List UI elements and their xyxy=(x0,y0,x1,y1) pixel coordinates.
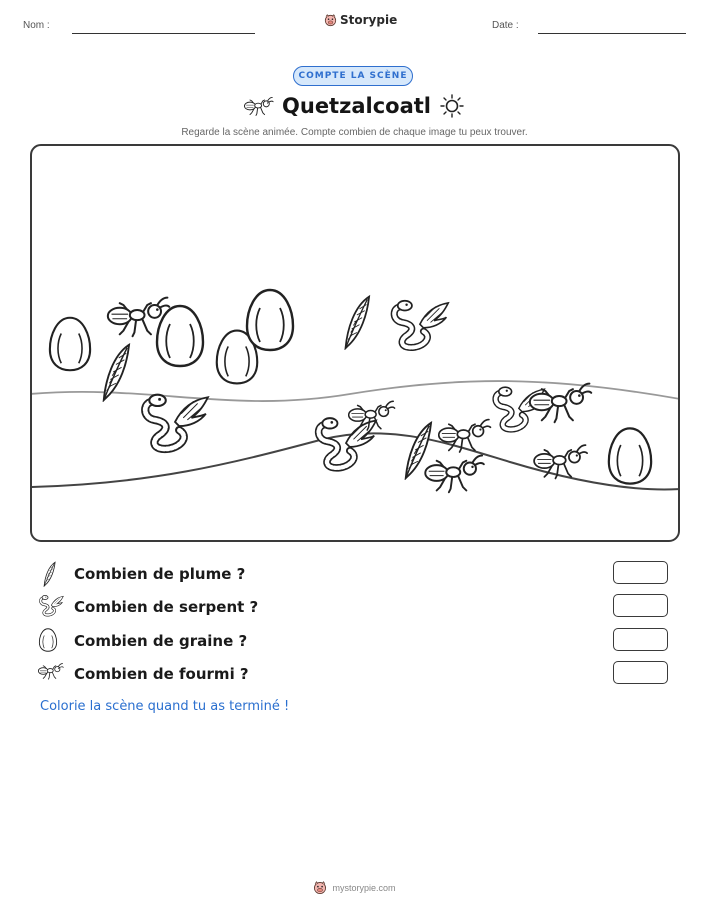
question-ant xyxy=(38,661,678,687)
ant-drawing xyxy=(534,445,587,478)
sun-icon xyxy=(439,93,465,119)
serpent-icon xyxy=(38,594,64,618)
page-title: Quetzalcoatl xyxy=(282,94,431,118)
counting-scene[interactable] xyxy=(30,144,680,542)
name-field[interactable] xyxy=(72,33,255,34)
serpent-drawing xyxy=(394,301,448,348)
question-text: Combien de graine ? xyxy=(74,632,248,650)
feather-icon xyxy=(38,561,60,587)
ant-icon xyxy=(244,95,274,117)
title-row xyxy=(0,93,709,119)
ant-drawing xyxy=(530,384,591,423)
answer-box[interactable] xyxy=(613,661,668,684)
serpent-drawing xyxy=(145,395,208,449)
serpent-drawing xyxy=(319,418,377,468)
seed-drawing xyxy=(609,428,651,483)
coloring-instruction: Colorie la scène quand tu as terminé ! xyxy=(40,699,290,714)
seed-drawing xyxy=(247,290,293,350)
footer-url[interactable]: mystorypie.com xyxy=(332,883,396,893)
ant-drawing xyxy=(439,420,491,452)
question-text: Combien de serpent ? xyxy=(74,598,259,616)
question-text: Combien de fourmi ? xyxy=(74,665,249,683)
pig-logo-icon xyxy=(324,14,337,27)
question-feather xyxy=(38,561,678,587)
seed-icon xyxy=(38,628,58,652)
brand-name: Storypie xyxy=(340,13,398,27)
pig-logo-icon xyxy=(313,881,327,895)
seed-drawing xyxy=(50,318,90,371)
activity-badge: COMPTE LA SCÈNE xyxy=(293,66,413,86)
instructions: Regarde la scène animée. Compte combien de chaque image tu peux trouver. xyxy=(181,127,528,138)
ant-drawing xyxy=(425,456,484,493)
footer xyxy=(0,881,709,895)
question-seed xyxy=(38,628,678,654)
name-label: Nom : xyxy=(23,20,50,31)
ant-icon xyxy=(38,661,64,681)
brand-logo xyxy=(324,13,397,27)
date-label: Date : xyxy=(492,20,519,31)
answer-box[interactable] xyxy=(613,628,668,651)
answer-box[interactable] xyxy=(613,561,668,584)
seed-drawing xyxy=(157,306,203,366)
question-text: Combien de plume ? xyxy=(74,565,246,583)
feather-drawing xyxy=(346,297,370,349)
answer-box[interactable] xyxy=(613,594,668,617)
date-field[interactable] xyxy=(538,33,686,34)
question-serpent xyxy=(38,594,678,620)
